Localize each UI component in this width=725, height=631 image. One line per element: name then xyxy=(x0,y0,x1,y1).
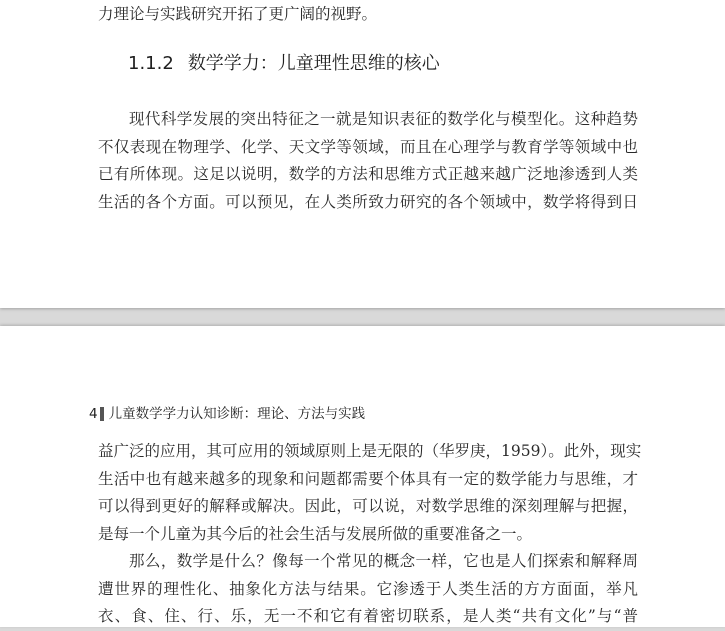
paragraph-line: 益广泛的应用，其可应用的领域原则上是无限的（华罗庚，1959）。此外，现实 xyxy=(98,442,642,460)
paragraph-line: 是每一个儿童为其今后的社会生活与发展所做的重要准备之一。 xyxy=(98,524,533,543)
page-number: 4 xyxy=(89,406,98,422)
paragraph-line: 已有所体现。这足以说明，数学的方法和思维方式正越来越广泛地渗透到人类 xyxy=(98,165,638,183)
header-bar-icon xyxy=(100,407,104,421)
paragraph-line: 生活的各个方面。可以预见，在人类所致力研究的各个领域中，数学将得到日 xyxy=(98,192,638,211)
body-paragraph xyxy=(98,106,638,216)
paragraph-line: 那么，数学是什么？像每一个常见的概念一样，它也是人们探索和解释周 xyxy=(129,552,638,570)
section-number: 1.1.2 xyxy=(128,53,174,74)
paragraph-line: 不仅表现在物理学、化学、天文学等领域，而且在心理学与教育学等领域中也 xyxy=(98,137,638,156)
paragraph-fragment: 力理论与实践研究开拓了更广阔的视野。 xyxy=(98,5,378,23)
paragraph-line: 生活中也有越来越多的现象和问题都需要个体具有一定的数学能力与思维，才 xyxy=(98,469,638,488)
section-heading xyxy=(128,51,668,77)
paragraph-line: 遭世界的理性化、抽象化方法与结果。它渗透于人类生活的方方面面，举凡 xyxy=(98,579,638,598)
body-paragraph xyxy=(98,548,638,631)
paragraph-line: 现代科学发展的突出特征之一就是知识表征的数学化与模型化。这种趋势 xyxy=(129,110,638,128)
document-page-top xyxy=(0,0,725,308)
running-header xyxy=(89,405,365,423)
paragraph-line: 衣、食、住、行、乐，无一不和它有着密切联系，是人类“共有文化”与“普 xyxy=(98,607,638,625)
section-title: 数学学力：儿童理性思维的核心 xyxy=(187,53,440,74)
body-paragraph xyxy=(98,438,642,548)
book-title: 儿童数学学力认知诊断：理论、方法与实践 xyxy=(108,406,366,422)
paragraph-line: 可以得到更好的解释或解决。因此，可以说，对数学思维的深刻理解与把握， xyxy=(98,497,638,515)
